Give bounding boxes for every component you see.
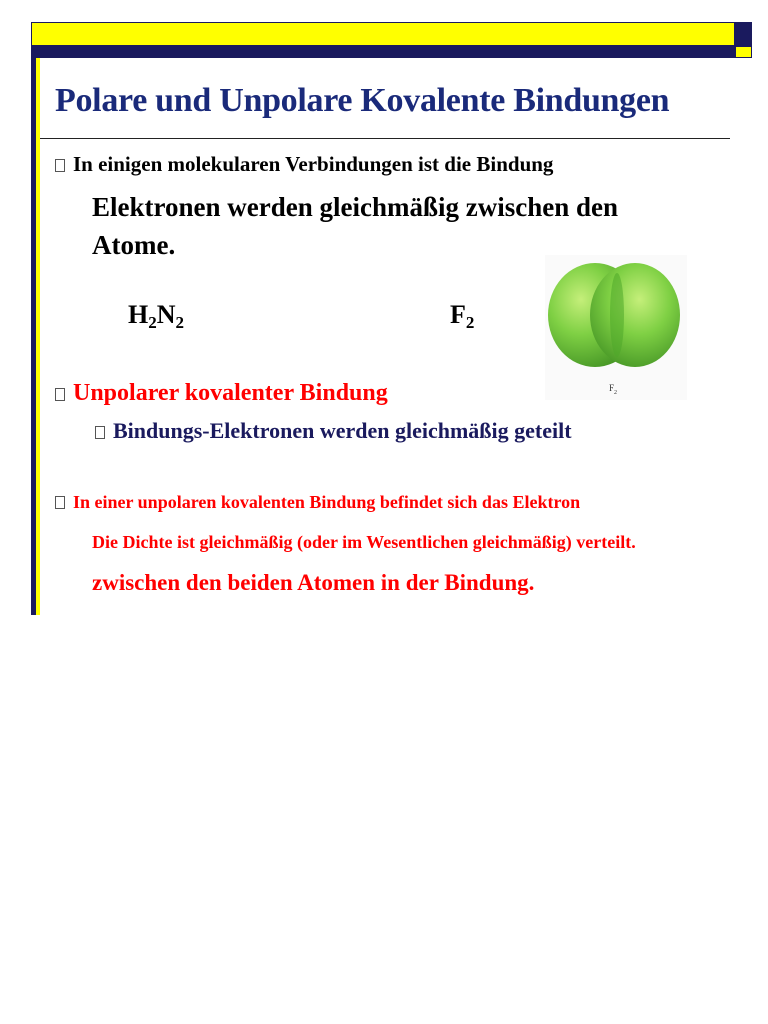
f2-molecule-image — [545, 255, 687, 400]
bullet-1-text: In einigen molekularen Verbindungen ist die Bindung — [73, 152, 554, 176]
formula-h-subscript: 2 — [148, 313, 157, 332]
title-divider — [40, 138, 730, 139]
caption-f: F — [609, 383, 615, 393]
bond-seam — [610, 273, 624, 357]
sub-bullet-text: Bindungs-Elektronen werden gleichmäßig geteilt — [113, 418, 572, 443]
molecule-svg — [545, 255, 687, 400]
bullet-item-1 — [55, 152, 553, 177]
bullet-box-icon — [55, 159, 65, 172]
formula-h2n2 — [128, 300, 184, 333]
corner-yellow-block — [735, 46, 752, 58]
corner-navy-block — [735, 22, 752, 46]
atom-right — [590, 263, 680, 367]
formula-h: H — [128, 300, 149, 329]
bullet-item-2 — [55, 380, 388, 407]
bullet-3-continuation-line-1: Die Dichte ist gleichmäßig (oder im Wesentlichen gleichmäßig) verteilt. — [92, 532, 636, 552]
molecule-caption — [609, 383, 617, 396]
bullet-3-text: In einer unpolaren kovalenten Bindung befindet sich das Elektron — [73, 492, 581, 512]
sub-bullet-item — [95, 418, 572, 444]
formula-f: F — [450, 300, 466, 329]
top-navy-bar — [31, 46, 735, 58]
top-yellow-bar — [31, 22, 735, 46]
formula-n: N — [156, 300, 176, 329]
bullet-box-icon — [95, 426, 105, 439]
bullet-item-3 — [55, 492, 580, 513]
bullet-1-continuation-line-2: Atome. — [92, 230, 176, 260]
formula-f2 — [450, 300, 474, 333]
bullet-box-icon — [55, 388, 65, 401]
caption-f-subscript: 2 — [614, 389, 618, 396]
formula-n-subscript: 2 — [175, 313, 185, 332]
bullet-2-text: Unpolarer kovalenter Bindung — [73, 380, 388, 406]
slide-title: Polare und Unpolare Kovalente Bindungen — [55, 82, 670, 119]
bullet-box-icon — [55, 496, 65, 509]
bullet-1-continuation-line-1: Elektronen werden gleichmäßig zwischen den — [92, 192, 618, 222]
left-yellow-bar — [36, 58, 40, 615]
bullet-3-continuation-line-2: zwischen den beiden Atomen in der Bindung. — [92, 570, 535, 595]
formula-f-subscript: 2 — [465, 313, 475, 332]
